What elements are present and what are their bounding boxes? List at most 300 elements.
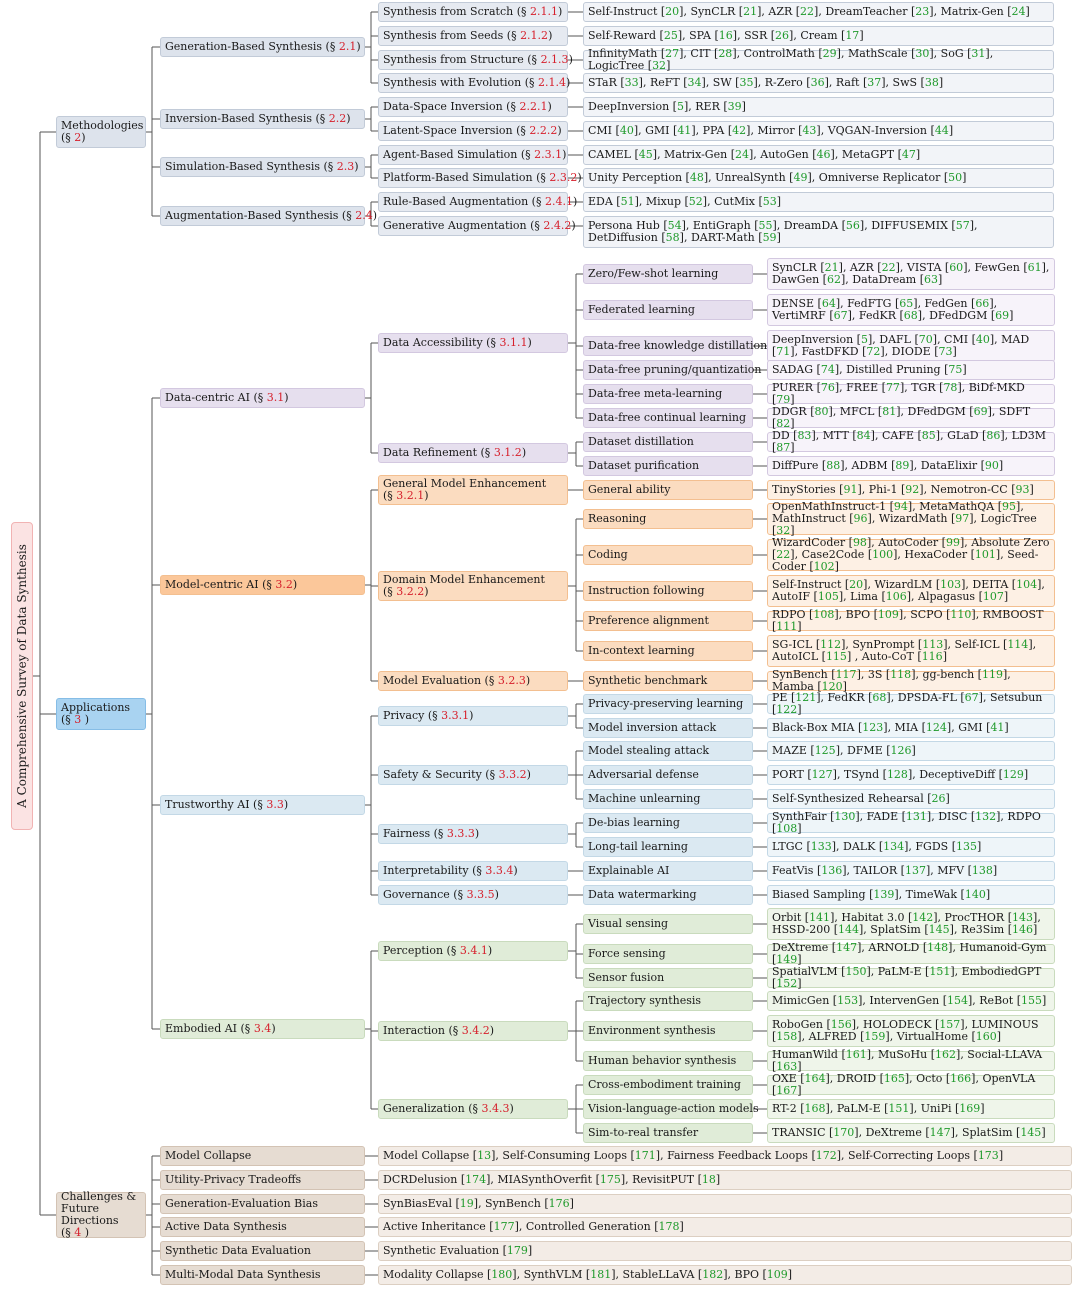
- citation-number: 98: [852, 536, 867, 549]
- citation-number: 84: [856, 429, 871, 442]
- node-text: Synthesis from Seeds (§: [383, 29, 521, 42]
- citation-number: 41: [990, 721, 1005, 734]
- citation-number: 115: [825, 650, 847, 663]
- reference-list: [767, 360, 1055, 380]
- node-text: Privacy-preserving learning: [588, 697, 744, 710]
- category-methodologies: [56, 116, 146, 148]
- node-text: Governance (§: [383, 888, 467, 901]
- reference-list: [583, 192, 1054, 212]
- method-type: [583, 671, 753, 691]
- citation-number: 131: [905, 810, 927, 823]
- method-type: [583, 360, 762, 380]
- topic: [378, 2, 568, 22]
- method-type: [583, 694, 753, 714]
- node-text: De-bias learning: [588, 816, 680, 829]
- method-type: [583, 765, 753, 785]
- method-type: [583, 741, 753, 761]
- citation-number: 24: [1011, 5, 1026, 18]
- citation-number: 41: [677, 124, 692, 137]
- topic: [378, 443, 568, 463]
- citation-number: 32: [776, 524, 791, 537]
- node-text: Fairness (§: [383, 827, 447, 840]
- node-label: [588, 745, 709, 757]
- node-label: [588, 889, 697, 901]
- node-text: Platform-Based Simulation (§: [383, 171, 550, 184]
- node-label: [588, 304, 695, 316]
- citation-number: 62: [826, 273, 841, 286]
- reference-text: MAZE [125], DFME [126]: [772, 744, 916, 757]
- section-number: 2.2.2: [529, 124, 558, 137]
- citation-number: 109: [766, 1268, 788, 1281]
- citation-number: 167: [776, 1084, 798, 1097]
- node-label: [588, 549, 628, 561]
- citation-number: 35: [739, 76, 754, 89]
- node-text: ): [513, 864, 518, 877]
- citation-number: 80: [814, 405, 829, 418]
- citation-number: 165: [883, 1072, 905, 1085]
- citation-number: 129: [1002, 768, 1024, 781]
- node-label: [588, 841, 688, 853]
- section-number: 3.3.5: [466, 888, 495, 901]
- node-text: Challenges & Future Directions: [61, 1190, 137, 1227]
- citation-number: 176: [548, 1197, 570, 1210]
- citation-number: 108: [776, 822, 798, 835]
- node-text: General ability: [588, 483, 671, 496]
- citation-number: 17: [845, 29, 860, 42]
- citation-number: 76: [820, 381, 835, 394]
- reference-list: [767, 1099, 1055, 1119]
- category-applications: [56, 698, 146, 730]
- category-challenges: [56, 1192, 146, 1238]
- category-label: [61, 702, 130, 726]
- node-text: Interpretability (§: [383, 864, 486, 877]
- node-text: ): [557, 124, 562, 137]
- citation-number: 106: [885, 590, 907, 603]
- node-text: Visual sensing: [588, 917, 669, 930]
- node-label: [383, 172, 582, 184]
- node-text: ): [527, 336, 532, 349]
- node-text: Latent-Space Inversion (§: [383, 124, 530, 137]
- citation-number: 86: [986, 429, 1001, 442]
- citation-number: 122: [776, 703, 798, 716]
- reference-text: Self-Instruct [20], WizardLM [103], DEITA [104], AutoIF [105], Lima [106], Alpagasus [107]: [772, 578, 1045, 603]
- node-label: [165, 113, 351, 125]
- node-label: [588, 918, 668, 930]
- citation-number: 151: [888, 1102, 910, 1115]
- node-text: Coding: [588, 548, 628, 561]
- citation-number: 20: [665, 5, 680, 18]
- node-text: (§: [383, 489, 397, 502]
- citation-number: 110: [950, 608, 972, 621]
- node-label: [383, 220, 576, 232]
- citation-number: 5: [860, 333, 868, 346]
- citation-number: 138: [971, 864, 993, 877]
- section-number: 2.2.1: [519, 100, 548, 113]
- reference-list: [378, 1241, 1072, 1261]
- section-number: 3.3.3: [446, 827, 475, 840]
- node-text: Explainable AI: [588, 864, 670, 877]
- section-number: 3.3.4: [485, 864, 514, 877]
- node-text: ): [346, 112, 351, 125]
- subcategory: [160, 1265, 365, 1285]
- reference-list: [583, 168, 1054, 188]
- node-text: Data-Space Inversion (§: [383, 100, 520, 113]
- topic: [378, 571, 568, 601]
- citation-number: 69: [973, 405, 988, 418]
- section-number: 2.1: [338, 40, 357, 53]
- citation-number: 30: [915, 47, 930, 60]
- citation-number: 133: [810, 840, 832, 853]
- citation-number: 22: [776, 548, 791, 561]
- node-label: [383, 574, 545, 598]
- subcategory: [160, 1217, 365, 1237]
- section-number: 2.4.1: [544, 195, 573, 208]
- node-text: Augmentation-Based Synthesis (§: [165, 209, 356, 222]
- reference-list: [767, 258, 1055, 290]
- node-label: [165, 799, 288, 811]
- node-text: Adversarial defense: [588, 768, 699, 781]
- node-text: Synthesis with Evolution (§: [383, 76, 538, 89]
- citation-number: 67: [964, 691, 979, 704]
- citation-number: 69: [995, 309, 1010, 322]
- citation-number: 32: [652, 59, 667, 72]
- node-label: [588, 460, 699, 472]
- node-text: Data Accessibility (§: [383, 336, 500, 349]
- citation-number: 174: [465, 1173, 487, 1186]
- citation-number: 67: [833, 309, 848, 322]
- citation-number: 120: [821, 680, 843, 693]
- citation-number: 143: [1012, 911, 1034, 924]
- citation-number: 97: [955, 512, 970, 525]
- reference-text: LTGC [133], DALK [134], FGDS [135]: [772, 840, 982, 853]
- node-text: ): [356, 40, 361, 53]
- citation-number: 40: [975, 333, 990, 346]
- reference-text: FeatVis [136], TAILOR [137], MFV [138]: [772, 864, 998, 877]
- topic: [378, 145, 568, 165]
- reference-list: [767, 810, 1055, 835]
- node-label: [383, 447, 526, 459]
- reference-text: DENSE [64], FedFTG [65], FedGen [66], VertiMRF [67], FedKR [68], DFedDGM [69]: [772, 297, 1014, 322]
- node-label: [588, 615, 709, 627]
- node-label: [588, 585, 705, 597]
- category-label: [61, 1191, 141, 1239]
- reference-text: DCRDelusion [174], MIASynthOverfit [175], RevisitPUT [18]: [383, 1173, 721, 1186]
- node-label: [588, 484, 671, 496]
- section-number: (§ 2): [61, 131, 86, 144]
- citation-number: 73: [938, 345, 953, 358]
- node-text: Machine unlearning: [588, 792, 701, 805]
- node-label: [588, 268, 718, 280]
- citation-number: 63: [923, 273, 938, 286]
- reference-text: DeXtreme [147], ARNOLD [148], Humanoid-Gym [149]: [772, 941, 1047, 966]
- citation-number: 91: [843, 483, 858, 496]
- reference-list: [767, 765, 1055, 785]
- node-text: (§: [383, 585, 397, 598]
- citation-number: 77: [885, 381, 900, 394]
- node-text: Human behavior synthesis: [588, 1054, 737, 1067]
- node-text: ): [577, 171, 582, 184]
- method-type: [583, 991, 753, 1011]
- method-type: [583, 480, 753, 500]
- citation-number: 116: [921, 650, 943, 663]
- citation-number: 164: [804, 1072, 826, 1085]
- node-text: Synthesis from Structure (§: [383, 53, 541, 66]
- reference-text: Model Collapse [13], Self-Consuming Loops [171], Fairness Feedback Loops [172], Self-Correcting Loops [173]: [383, 1149, 1004, 1162]
- node-text: ): [526, 768, 531, 781]
- citation-number: 111: [776, 620, 798, 633]
- citation-number: 46: [816, 148, 831, 161]
- citation-number: 112: [820, 638, 842, 651]
- reference-list: [767, 908, 1055, 940]
- node-text: Multi-Modal Data Synthesis: [165, 1268, 321, 1281]
- section-number: 2.4: [355, 209, 373, 222]
- method-type: [583, 944, 753, 964]
- section-number: 2.1.4: [538, 76, 566, 89]
- node-text: Domain Model Enhancement: [383, 573, 545, 586]
- category-label: [61, 120, 143, 144]
- citation-number: 45: [638, 148, 653, 161]
- reference-text: Biased Sampling [139], TimeWak [140]: [772, 888, 991, 901]
- section-number: 3.1: [266, 391, 285, 404]
- topic: [378, 765, 568, 785]
- citation-number: 171: [634, 1149, 656, 1162]
- node-text: ): [372, 209, 378, 222]
- method-type: [583, 611, 753, 631]
- reference-text: SynBench [117], 3S [118], gg-bench [119], Mamba [120]: [772, 668, 1011, 693]
- citation-number: 152: [776, 977, 798, 990]
- node-label: [383, 101, 552, 113]
- section-number: 3.4.3: [481, 1102, 510, 1115]
- reference-list: [767, 635, 1055, 667]
- citation-number: 95: [1002, 500, 1017, 513]
- node-label: [165, 392, 289, 404]
- reference-text: EDA [51], Mixup [52], CutMix [53]: [588, 195, 782, 208]
- citation-number: 177: [493, 1220, 515, 1233]
- section-number: (§ 3 ): [61, 713, 90, 726]
- reference-text: PURER [76], FREE [77], TGR [78], BiDf-MKD [79]: [772, 381, 1025, 406]
- topic: [378, 941, 568, 961]
- citation-number: 154: [946, 994, 968, 1007]
- citation-number: 168: [804, 1102, 826, 1115]
- node-text: Model Evaluation (§: [383, 674, 498, 687]
- reference-text: Persona Hub [54], EntiGraph [55], DreamDA [56], DIFFUSEMIX [57], DetDiffusion [58], DART-Math [59]: [588, 219, 978, 244]
- method-type: [583, 432, 753, 452]
- citation-number: 175: [599, 1173, 621, 1186]
- reference-list: [767, 1072, 1055, 1097]
- node-text: ): [354, 160, 359, 173]
- node-text: Instruction following: [588, 584, 705, 597]
- node-label: [588, 865, 669, 877]
- node-text: ): [474, 827, 480, 840]
- node-label: [588, 817, 680, 829]
- citation-number: 88: [826, 459, 841, 472]
- topic: [378, 50, 573, 70]
- citation-number: 100: [872, 548, 894, 561]
- reference-list: [767, 608, 1055, 633]
- node-label: [383, 6, 562, 18]
- reference-text: CMI [40], GMI [41], PPA [42], Mirror [43], VQGAN-Inversion [44]: [588, 124, 954, 137]
- citation-number: 68: [872, 691, 887, 704]
- citation-number: 59: [762, 231, 777, 244]
- citation-number: 149: [776, 953, 798, 966]
- node-label: [588, 388, 722, 400]
- reference-list: [767, 456, 1055, 476]
- citation-number: 85: [921, 429, 936, 442]
- node-label: [588, 1025, 716, 1037]
- reference-list: [767, 480, 1055, 500]
- node-label: [588, 436, 694, 448]
- reference-list: [767, 991, 1055, 1011]
- method-type: [583, 581, 753, 601]
- node-text: ): [562, 148, 567, 161]
- node-text: Safety & Security (§: [383, 768, 499, 781]
- node-text: ): [489, 1024, 495, 1037]
- node-label: [165, 1245, 311, 1257]
- node-text: Model Collapse: [165, 1149, 252, 1162]
- node-text: ): [284, 391, 289, 404]
- reference-text: SG-ICL [112], SynPrompt [113], Self-ICL [114], AutoICL [115] , Auto-CoT [116]: [772, 638, 1037, 663]
- section-number: 2.1.1: [530, 5, 558, 18]
- topic: [378, 168, 582, 188]
- citation-number: 56: [845, 219, 860, 232]
- reference-list: [767, 330, 1055, 362]
- reference-text: InfinityMath [27], CIT [28], ControlMath [29], MathScale [30], SoG [31], LogicTree [32]: [588, 47, 994, 72]
- citation-number: 109: [877, 608, 899, 621]
- citation-number: 93: [1015, 483, 1030, 496]
- node-label: [383, 149, 566, 161]
- node-text: Applications: [61, 701, 131, 714]
- topic: [378, 192, 578, 212]
- node-label: [165, 1174, 301, 1186]
- node-text: Federated learning: [588, 303, 695, 316]
- method-type: [583, 641, 753, 661]
- node-text: Synthetic Data Evaluation: [165, 1244, 311, 1257]
- citation-number: 173: [977, 1149, 999, 1162]
- topic: [378, 475, 568, 505]
- reference-text: Self-Synthesized Rehearsal [26]: [772, 792, 950, 805]
- citation-number: 82: [776, 417, 791, 430]
- node-text: Sim-to-real transfer: [588, 1126, 699, 1139]
- citation-number: 36: [810, 76, 825, 89]
- reference-list: [583, 121, 1054, 141]
- citation-number: 57: [955, 219, 970, 232]
- reference-text: Modality Collapse [180], SynthVLM [181], StableLLaVA [182], BPO [109]: [383, 1268, 793, 1281]
- node-label: [383, 865, 518, 877]
- citation-number: 128: [886, 768, 908, 781]
- node-label: [165, 161, 359, 173]
- section-number: 2.3.2: [549, 171, 578, 184]
- node-text: ): [548, 29, 553, 42]
- citation-number: 37: [867, 76, 882, 89]
- node-text: Data-free continual learning: [588, 411, 747, 424]
- node-label: [165, 210, 377, 222]
- node-label: [383, 337, 532, 349]
- citation-number: 107: [982, 590, 1004, 603]
- citation-number: 38: [924, 76, 939, 89]
- citation-number: 134: [883, 840, 905, 853]
- node-label: [588, 1079, 741, 1091]
- reference-text: Unity Perception [48], UnrealSynth [49], Omniverse Replicator [50]: [588, 171, 967, 184]
- method-type: [583, 264, 753, 284]
- citation-number: 24: [734, 148, 749, 161]
- subcategory: [160, 1146, 365, 1166]
- node-label: [588, 995, 701, 1007]
- reference-list: [378, 1194, 1072, 1214]
- section-number: 2.1.2: [520, 29, 549, 42]
- citation-number: 181: [590, 1268, 612, 1281]
- reference-list: [767, 1123, 1055, 1143]
- node-label: [383, 710, 473, 722]
- reference-text: SADAG [74], Distilled Pruning [75]: [772, 363, 967, 376]
- citation-number: 159: [864, 1030, 886, 1043]
- method-type: [583, 789, 753, 809]
- node-text: Active Data Synthesis: [165, 1220, 287, 1233]
- citation-number: 153: [837, 994, 859, 1007]
- subcategory: [160, 157, 365, 177]
- topic: [378, 216, 576, 236]
- node-label: [383, 478, 546, 502]
- node-label: [588, 793, 700, 805]
- reference-list: [767, 381, 1055, 406]
- node-text: Cross-embodiment training: [588, 1078, 741, 1091]
- node-text: ): [547, 100, 552, 113]
- node-text: ): [572, 195, 578, 208]
- node-text: ): [424, 585, 429, 598]
- citation-number: 79: [776, 393, 791, 406]
- subcategory: [160, 575, 365, 595]
- section-number: 2.3.1: [534, 148, 563, 161]
- node-text: Simulation-Based Synthesis (§: [165, 160, 337, 173]
- citation-number: 66: [975, 297, 990, 310]
- citation-number: 31: [971, 47, 986, 60]
- node-text: Rule-Based Augmentation (§: [383, 195, 545, 208]
- citation-number: 20: [849, 578, 864, 591]
- method-type: [583, 914, 753, 934]
- citation-number: 16: [718, 29, 733, 42]
- node-text: ): [568, 53, 573, 66]
- citation-number: 127: [811, 768, 833, 781]
- reference-text: SpatialVLM [150], PaLM-E [151], EmbodiedGPT [152]: [772, 965, 1042, 990]
- citation-number: 55: [758, 219, 773, 232]
- node-label: [165, 1269, 321, 1281]
- citation-number: 64: [821, 297, 836, 310]
- topic: [378, 671, 568, 691]
- citation-number: 81: [882, 405, 897, 418]
- node-label: [588, 698, 743, 710]
- section-number: 3.1.2: [493, 446, 522, 459]
- method-type: [583, 509, 753, 529]
- node-text: Data-free meta-learning: [588, 387, 723, 400]
- node-label: [383, 30, 552, 42]
- citation-number: 132: [975, 810, 997, 823]
- node-text: Reasoning: [588, 512, 647, 525]
- citation-number: 33: [624, 76, 639, 89]
- citation-number: 58: [665, 231, 680, 244]
- citation-number: 114: [1007, 638, 1029, 651]
- node-label: [588, 675, 707, 687]
- reference-list: [583, 47, 1054, 72]
- reference-text: TRANSIC [170], DeXtreme [147], SplatSim [145]: [772, 1126, 1046, 1139]
- reference-list: [583, 216, 1054, 248]
- reference-text: OXE [164], DROID [165], Octo [166], OpenVLA [167]: [772, 1072, 1036, 1097]
- citation-number: 136: [821, 864, 843, 877]
- citation-number: 169: [959, 1102, 981, 1115]
- section-number: 3.1.1: [499, 336, 528, 349]
- citation-number: 61: [1027, 261, 1042, 274]
- citation-number: 19: [459, 1197, 474, 1210]
- citation-number: 89: [895, 459, 910, 472]
- method-type: [583, 336, 768, 356]
